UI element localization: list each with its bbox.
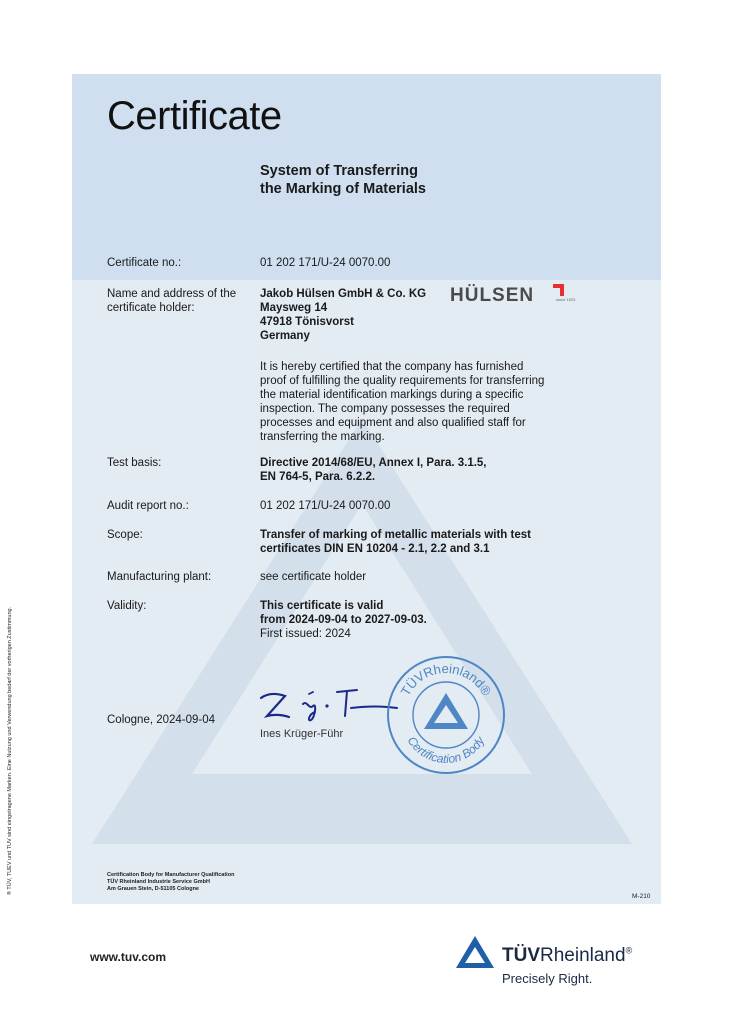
validity-label: Validity: [107, 600, 147, 612]
trademark-side-note: ® TÜV, TUEV und TUV sind eingetragene Marken. Eine Nutzung und Verwendung bedarf der vorherigen Zustimmung. [7, 606, 13, 896]
statement-line-1: It is hereby certified that the company has furnished [260, 361, 524, 373]
brand-registered: ® [625, 945, 633, 956]
validity-line-3: First issued: 2024 [260, 628, 351, 640]
holder-logo-since: since 1923 [556, 297, 576, 302]
holder-logo-text: HÜLSEN [450, 285, 535, 306]
statement-line-5: processes and equipment and also qualified staff for [260, 417, 526, 429]
holder-country: Germany [260, 330, 310, 342]
seal-top-text: TÜVRheinland® [397, 660, 495, 699]
brand-name-bold: TÜV [502, 945, 540, 966]
brand-slogan: Precisely Right. [502, 971, 593, 986]
test-basis-line-1: Directive 2014/68/EU, Annex I, Para. 3.1.5, [260, 457, 487, 469]
scope-line-1: Transfer of marking of metallic materials with test [260, 529, 531, 541]
svg-text:Certification Body [405, 733, 488, 766]
form-code: M-210 [632, 893, 651, 900]
issuer-footer [107, 872, 234, 893]
tuv-rheinland-logo-icon [454, 934, 496, 972]
holder-label-line-1: Name and address of the [107, 288, 237, 300]
validity-line-1: This certificate is valid [260, 600, 384, 612]
holder-logo-mark-icon [552, 282, 568, 298]
scope-label: Scope: [107, 529, 143, 541]
holder-street: Maysweg 14 [260, 302, 328, 314]
holder-label-line-2: certificate holder: [107, 302, 195, 314]
manufacturing-plant-value: see certificate holder [260, 571, 367, 583]
validity-line-2: from 2024-09-04 to 2027-09-03. [260, 614, 427, 626]
manufacturing-plant-label: Manufacturing plant: [107, 571, 212, 583]
statement-line-4: inspection. The company possesses the required [260, 403, 510, 415]
certificate-sheet [72, 74, 661, 904]
svg-text:TÜVRheinland® [398, 661, 495, 699]
certificate-no-value: 01 202 171/U-24 0070.00 [260, 257, 391, 269]
tuv-rheinland-wordmark [502, 945, 632, 967]
issuer-footer-line-3: Am Grauen Stein, D-51105 Cologne [107, 886, 199, 892]
issuer-footer-line-1: Certification Body for Manufacturer Qualification [107, 872, 235, 878]
tuv-triangle-watermark-icon [72, 74, 661, 904]
scope-line-2: certificates DIN EN 10204 - 2.1, 2.2 and 3.1 [260, 543, 490, 555]
place-and-date: Cologne, 2024-09-04 [107, 714, 216, 726]
subject-line-2: the Marking of Materials [260, 181, 426, 197]
signer-name: Ines Krüger-Führ [260, 728, 344, 740]
seal-bottom-text: Certification Body [404, 733, 488, 767]
audit-report-value: 01 202 171/U-24 0070.00 [260, 500, 391, 512]
test-basis-line-2: EN 764-5, Para. 6.2.2. [260, 471, 376, 483]
issuer-footer-line-2: TÜV Rheinland Industrie Service GmbH [107, 879, 210, 885]
brand-name-regular: Rheinland [540, 945, 626, 966]
certificate-subject [260, 162, 426, 198]
statement-line-2: proof of fulfilling the quality requirements for transferring [260, 375, 545, 387]
holder-city: 47918 Tönisvorst [260, 316, 354, 328]
audit-report-label: Audit report no.: [107, 500, 189, 512]
certificate-title: Certificate [107, 94, 282, 138]
statement-line-6: transferring the marking. [260, 431, 385, 443]
statement-line-3: the material identification markings during a specific [260, 389, 524, 401]
certification-body-seal-icon [384, 653, 508, 777]
test-basis-label: Test basis: [107, 457, 162, 469]
holder-name: Jakob Hülsen GmbH & Co. KG [260, 288, 427, 300]
website-link[interactable]: www.tuv.com [90, 950, 167, 964]
certificate-no-label: Certificate no.: [107, 257, 182, 269]
subject-line-1: System of Transferring [260, 163, 418, 179]
